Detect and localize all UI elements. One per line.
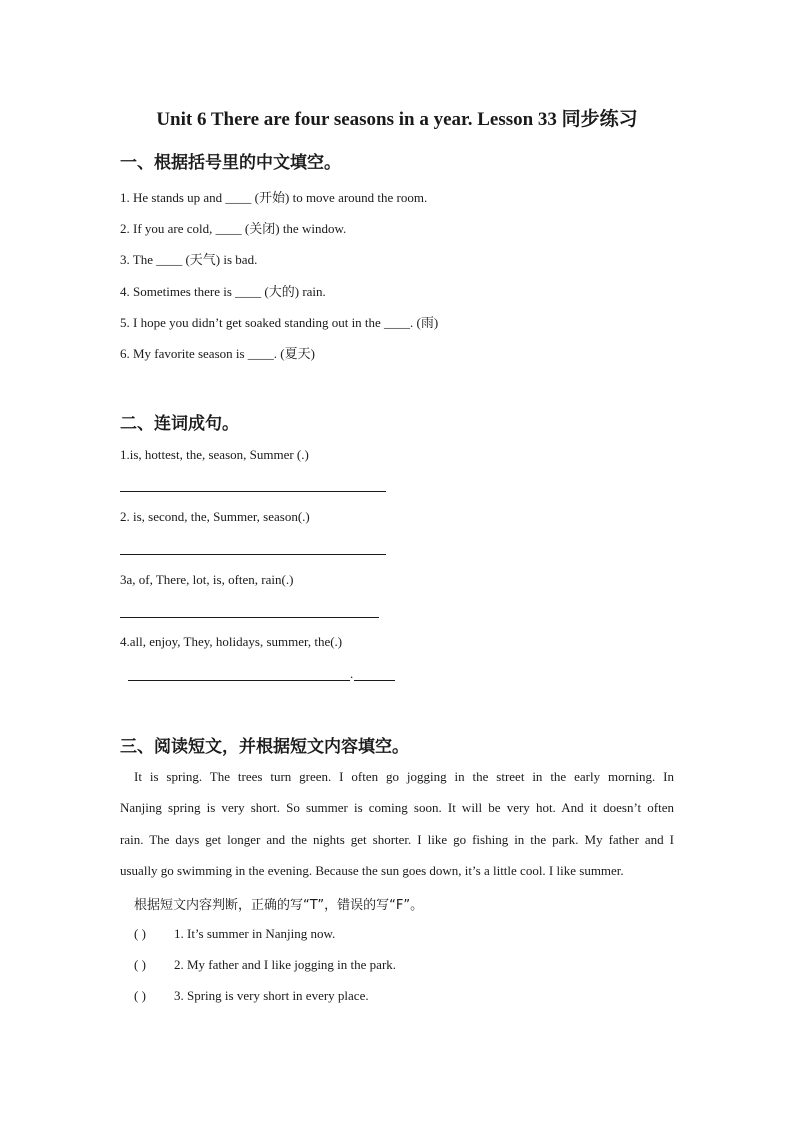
answer-line <box>120 617 379 618</box>
section3-heading: 三、阅读短文，并根据短文内容填空。 <box>120 737 409 757</box>
tf-statement: 2. My father and I like jogging in the park. <box>174 957 397 972</box>
answer-parentheses[interactable]: ( ) <box>134 988 146 1003</box>
answer-line-period: . <box>350 666 354 681</box>
true-false-item <box>134 988 369 1004</box>
answer-parentheses[interactable]: ( ) <box>134 926 146 941</box>
true-false-item <box>134 957 396 973</box>
answer-line <box>120 491 386 492</box>
passage-line: usually go swimming in the evening. Because the sun goes down, it’s a little cool. I like summer. <box>120 863 624 878</box>
fill-in-item: 5. I hope you didn’t get soaked standing out in the ____. (雨) <box>120 315 439 330</box>
answer-line <box>128 680 350 681</box>
section1-heading: 一、根据括号里的中文填空。 <box>120 153 341 173</box>
tf-statement: 1. It’s summer in Nanjing now. <box>174 926 336 941</box>
answer-line <box>354 680 395 681</box>
tf-instruction: 根据短文内容判断，正确的写“T”，错误的写“F”。 <box>134 898 424 913</box>
fill-in-item: 1. He stands up and ____ (开始) to move around the room. <box>120 190 428 205</box>
page-title: Unit 6 There are four seasons in a year. Lesson 33 同步练习 <box>156 109 638 130</box>
word-order-item: 4.all, enjoy, They, holidays, summer, the(.) <box>120 634 343 649</box>
section2-heading: 二、连词成句。 <box>120 414 239 434</box>
word-order-item: 1.is, hottest, the, season, Summer (.) <box>120 447 309 462</box>
answer-parentheses[interactable]: ( ) <box>134 957 146 972</box>
fill-in-item: 4. Sometimes there is ____ (大的) rain. <box>120 284 326 299</box>
word-order-item: 3a, of, There, lot, is, often, rain(.) <box>120 572 294 587</box>
word-order-item: 2. is, second, the, Summer, season(.) <box>120 509 310 524</box>
fill-in-item: 3. The ____ (天气) is bad. <box>120 252 258 267</box>
passage-line: It is spring. The trees turn green. I often go jogging in the street in the early morning. In <box>134 769 674 784</box>
passage-line: Nanjing spring is very short. So summer is coming soon. It will be very hot. And it doesn’t often <box>120 800 674 815</box>
passage-line: rain. The days get longer and the nights get shorter. I like go fishing in the park. My father and I <box>120 832 674 847</box>
answer-line <box>120 554 386 555</box>
fill-in-item: 2. If you are cold, ____ (关闭) the window. <box>120 221 347 236</box>
tf-statement: 3. Spring is very short in every place. <box>174 988 369 1003</box>
true-false-item <box>134 926 335 942</box>
fill-in-item: 6. My favorite season is ____. (夏天) <box>120 346 315 361</box>
